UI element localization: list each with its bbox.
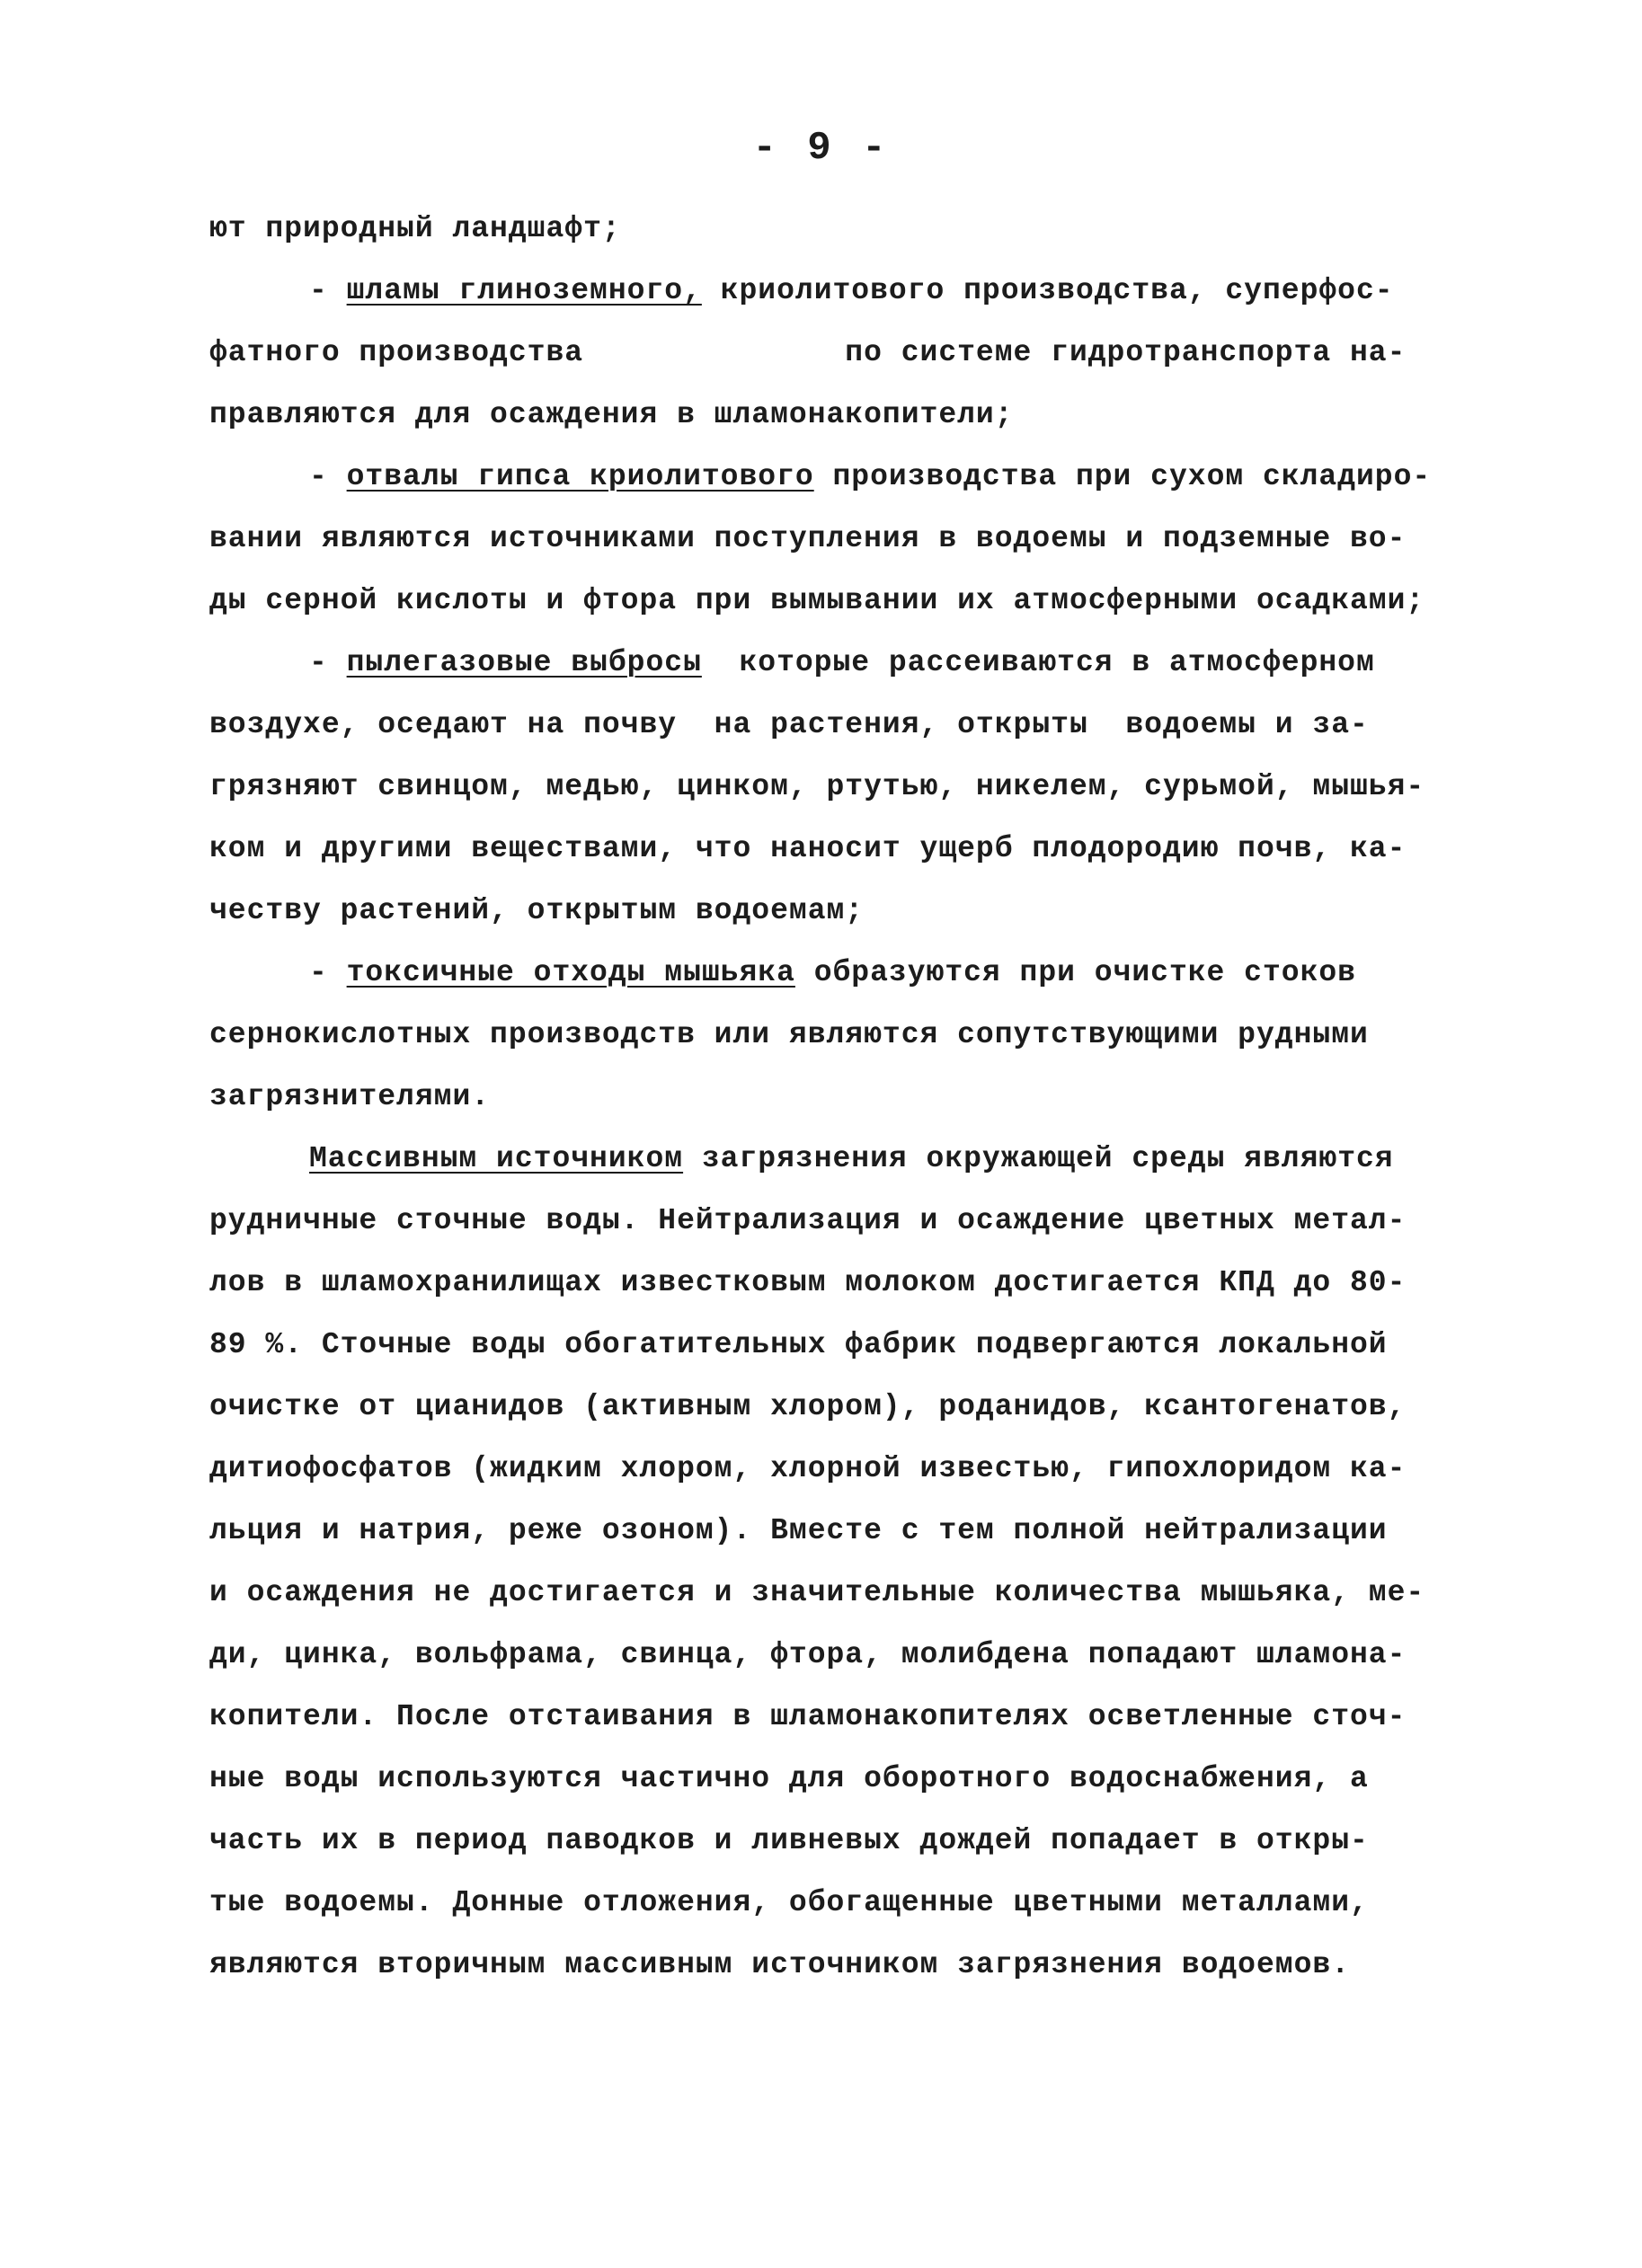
text-line bbox=[209, 1438, 1459, 1500]
text-line bbox=[209, 632, 1459, 694]
text-run: ды серной кислоты и фтора при вымывании их атмосферными осадками; bbox=[209, 584, 1425, 617]
text-run: 89 %. Сточные воды обогатительных фабрик подвергаются локальной bbox=[209, 1328, 1388, 1361]
text-line bbox=[209, 1624, 1459, 1686]
text-run: ют природный ландшафт; bbox=[209, 212, 621, 245]
text-run: копители. После отстаивания в шламонакопителях осветленные сточ- bbox=[209, 1700, 1407, 1733]
text-line bbox=[209, 694, 1459, 756]
text-run: сернокислотных производств или являются сопутствующими рудными bbox=[209, 1018, 1369, 1051]
text-line bbox=[209, 1376, 1459, 1438]
text-line bbox=[209, 570, 1459, 632]
text-run: тые водоемы. Донные отложения, обогащенные цветными металлами, bbox=[209, 1886, 1369, 1919]
text-line bbox=[209, 322, 1459, 384]
text-line bbox=[209, 1562, 1459, 1624]
text-run: производства при сухом складиро- bbox=[813, 460, 1432, 493]
text-run: - bbox=[309, 274, 347, 307]
underlined-term: отвалы гипса криолитового bbox=[346, 460, 814, 493]
text-line bbox=[209, 942, 1459, 1004]
text-run: - bbox=[309, 956, 347, 989]
text-run: ком и другими веществами, что наносит ущерб плодородию почв, ка- bbox=[209, 832, 1407, 865]
text-run: ди, цинка, вольфрама, свинца, фтора, молибдена попадают шламона- bbox=[209, 1638, 1407, 1671]
text-line bbox=[209, 260, 1459, 322]
text-line bbox=[209, 1004, 1459, 1066]
text-line bbox=[209, 1810, 1459, 1872]
text-run: криолитового производства, суперфос- bbox=[701, 274, 1394, 307]
text-line bbox=[209, 384, 1459, 446]
text-run: загрязнителями. bbox=[209, 1080, 491, 1113]
text-run: образуются при очистке стоков bbox=[794, 956, 1356, 989]
document-body bbox=[209, 198, 1459, 1996]
page-number: - 9 - bbox=[752, 126, 890, 171]
text-line bbox=[209, 818, 1459, 880]
underlined-term: Массивным источником bbox=[309, 1142, 684, 1175]
underlined-term: шламы глиноземного, bbox=[346, 274, 702, 307]
text-run: грязняют свинцом, медью, цинком, ртутью, никелем, сурьмой, мышья- bbox=[209, 770, 1425, 803]
text-run: фатного производства по системе гидротранспорта на- bbox=[209, 336, 1407, 369]
text-line bbox=[209, 1686, 1459, 1748]
text-run: дитиофосфатов (жидким хлором, хлорной известью, гипохлоридом ка- bbox=[209, 1452, 1407, 1485]
underlined-term: токсичные отходы мышьяка bbox=[346, 956, 795, 989]
text-run: правляются для осаждения в шламонакопители; bbox=[209, 398, 1014, 431]
text-line bbox=[209, 756, 1459, 818]
text-line bbox=[209, 1252, 1459, 1314]
text-line bbox=[209, 1128, 1459, 1190]
text-run: которые рассеиваются в атмосферном bbox=[701, 646, 1375, 679]
text-run: честву растений, открытым водоемам; bbox=[209, 894, 865, 927]
text-line bbox=[209, 1066, 1459, 1128]
text-run: ные воды используются частично для оборотного водоснабжения, а bbox=[209, 1762, 1369, 1795]
text-run: - bbox=[309, 646, 347, 679]
text-line bbox=[209, 1748, 1459, 1810]
text-run: рудничные сточные воды. Нейтрализация и осаждение цветных метал- bbox=[209, 1204, 1407, 1237]
text-run: часть их в период паводков и ливневых дождей попадает в откры- bbox=[209, 1824, 1369, 1857]
text-run: воздухе, оседают на почву на растения, открыты водоемы и за- bbox=[209, 708, 1369, 741]
text-line bbox=[209, 446, 1459, 508]
text-line bbox=[209, 880, 1459, 942]
text-line bbox=[209, 1934, 1459, 1996]
text-run: льция и натрия, реже озоном). Вместе с тем полной нейтрализации bbox=[209, 1514, 1388, 1547]
text-run: и осаждения не достигается и значительные количества мышьяка, ме- bbox=[209, 1576, 1425, 1609]
text-line bbox=[209, 1190, 1459, 1252]
text-run: являются вторичным массивным источником загрязнения водоемов. bbox=[209, 1948, 1350, 1981]
underlined-term: пылегазовые выбросы bbox=[346, 646, 702, 679]
text-line bbox=[209, 508, 1459, 570]
text-line bbox=[209, 198, 1459, 260]
text-run: вании являются источниками поступления в водоемы и подземные во- bbox=[209, 522, 1407, 555]
text-run: очистке от цианидов (активным хлором), роданидов, ксантогенатов, bbox=[209, 1390, 1407, 1423]
text-run: - bbox=[309, 460, 347, 493]
text-run: загрязнения окружающей среды являются bbox=[683, 1142, 1394, 1175]
text-run: лов в шламохранилищах известковым молоком достигается КПД до 80- bbox=[209, 1266, 1407, 1299]
text-line bbox=[209, 1314, 1459, 1376]
text-line bbox=[209, 1500, 1459, 1562]
text-line bbox=[209, 1872, 1459, 1934]
